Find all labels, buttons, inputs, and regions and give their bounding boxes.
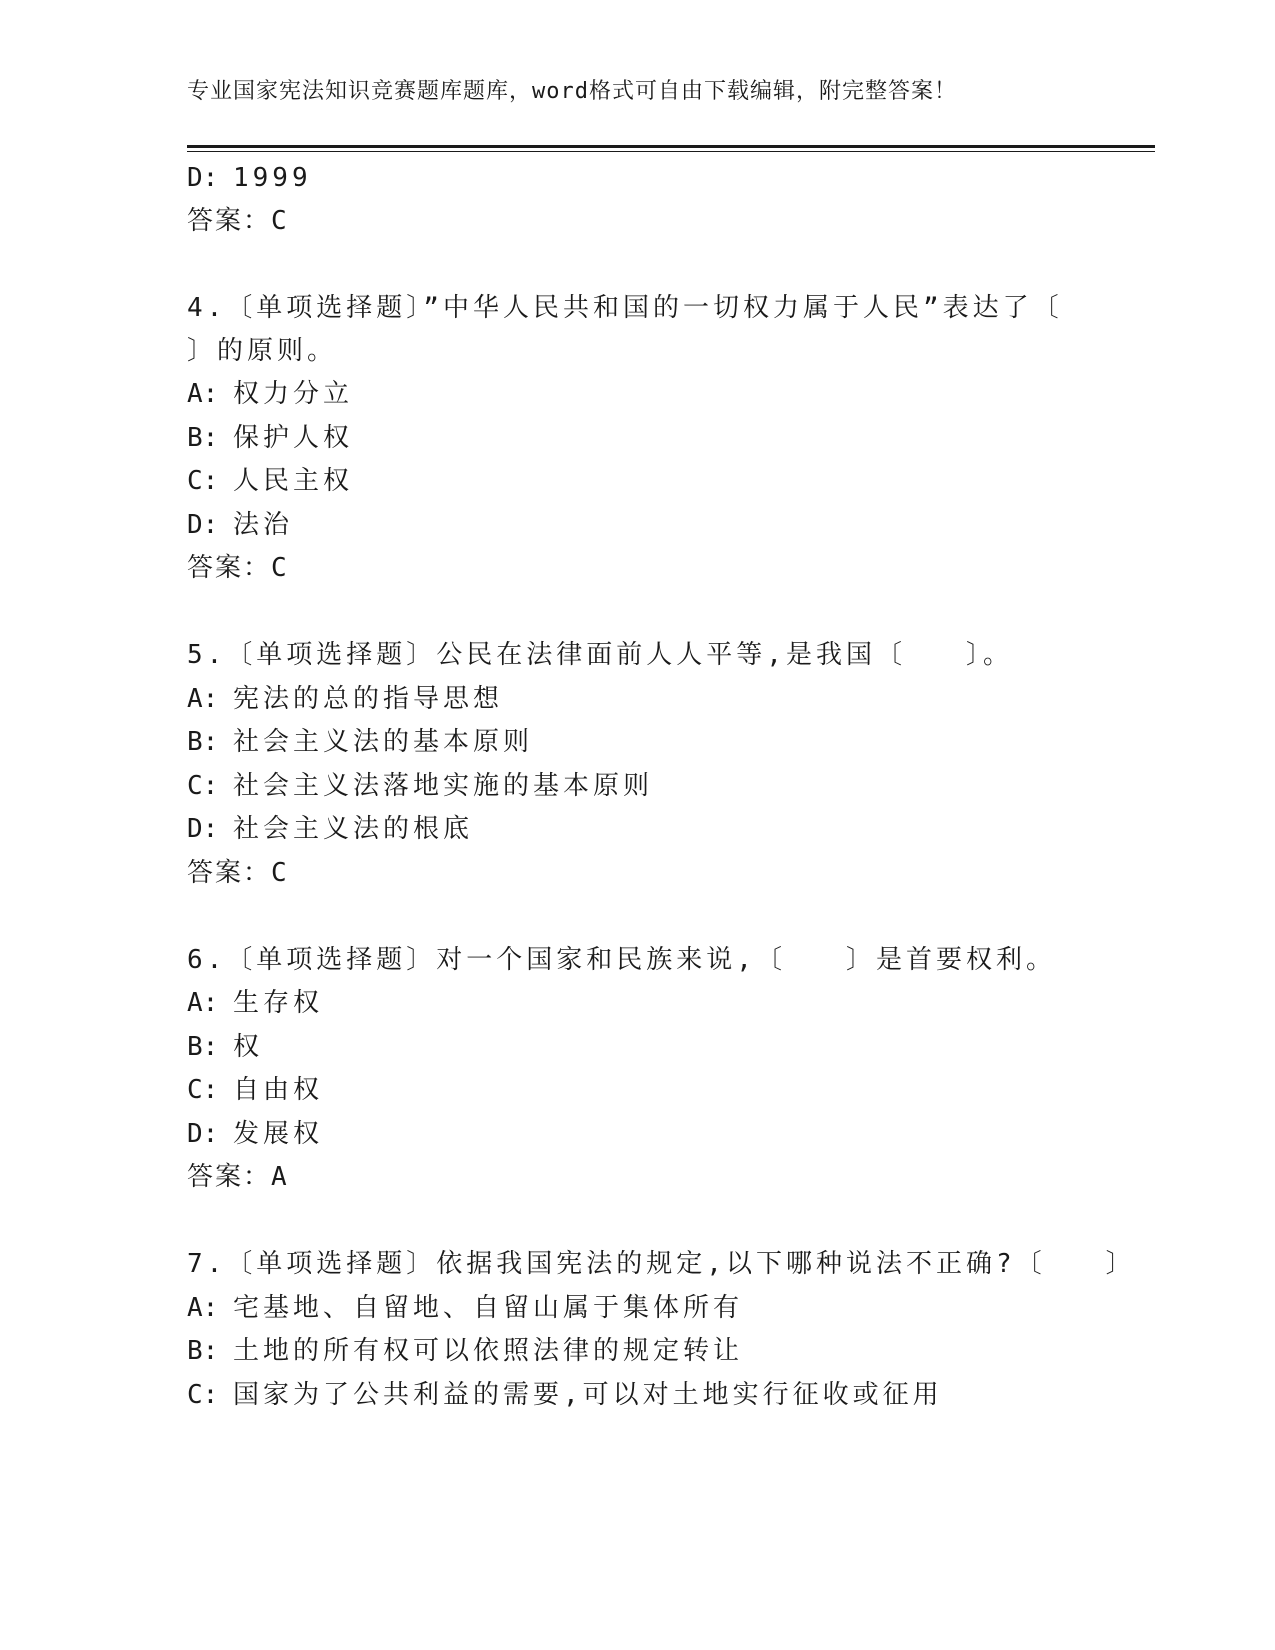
option-text: 自由权 <box>233 1075 324 1105</box>
option-text: 社会主义法的根底 <box>233 814 474 844</box>
option-text: 法治 <box>233 510 294 540</box>
option-label: C: <box>187 771 219 801</box>
question-stem: 7.〔单项选择题〕依据我国宪法的规定,以下哪种说法不正确?〔 〕 <box>187 1249 1136 1279</box>
option-b <box>187 726 533 758</box>
answer-line <box>187 205 287 237</box>
option-text: 保护人权 <box>233 423 354 453</box>
header-divider-thin <box>187 151 1155 152</box>
option-text: 生存权 <box>233 988 324 1018</box>
option-c <box>187 1379 943 1411</box>
answer-line <box>187 1161 287 1193</box>
option-a <box>187 378 353 410</box>
option-text: 宅基地、自留地、自留山属于集体所有 <box>233 1293 744 1323</box>
option-text: 国家为了公共利益的需要,可以对土地实行征收或征用 <box>233 1380 943 1410</box>
option-text: 宪法的总的指导思想 <box>233 684 504 714</box>
option-label: A: <box>187 379 219 409</box>
option-text: 社会主义法落地实施的基本原则 <box>233 771 654 801</box>
option-text: 土地的所有权可以依照法律的规定转让 <box>233 1336 744 1366</box>
question-stem-continued: 〕的原则。 <box>187 336 338 366</box>
option-label: D: <box>187 814 219 844</box>
option-label: D: <box>187 1119 219 1149</box>
header-divider-thick <box>187 145 1155 148</box>
option-label: A: <box>187 988 219 1018</box>
option-label: C: <box>187 466 219 496</box>
answer-value: C <box>271 553 287 583</box>
answer-label: 答案： <box>187 1162 272 1192</box>
option-label: C: <box>187 1075 219 1105</box>
option-b <box>187 1335 743 1367</box>
option-label: B: <box>187 423 219 453</box>
option-label: C: <box>187 1380 219 1410</box>
option-label: B: <box>187 727 219 757</box>
question-stem: 5.〔单项选择题〕公民在法律面前人人平等,是我国〔 〕。 <box>187 640 1013 670</box>
answer-value: C <box>271 858 287 888</box>
answer-value: A <box>271 1162 287 1192</box>
answer-label: 答案： <box>187 553 272 583</box>
answer-label: 答案： <box>187 206 272 236</box>
option-a <box>187 683 503 715</box>
option-c <box>187 1074 323 1106</box>
option-c <box>187 465 353 497</box>
option-label: A: <box>187 684 219 714</box>
option-text: 权力分立 <box>233 379 354 409</box>
option-d <box>187 813 473 845</box>
page-header: 专业国家宪法知识竞赛题库题库，word格式可自由下载编辑，附完整答案！ <box>187 79 957 104</box>
option-d <box>187 1118 323 1150</box>
answer-value: C <box>271 206 287 236</box>
option-label: B: <box>187 1336 219 1366</box>
option-a <box>187 1292 743 1324</box>
option-label: A: <box>187 1293 219 1323</box>
option-label: D: <box>187 163 219 193</box>
answer-line <box>187 552 287 584</box>
option-text: 人民主权 <box>233 466 354 496</box>
answer-label: 答案： <box>187 858 272 888</box>
question-stem: 6.〔单项选择题〕对一个国家和民族来说,〔 〕是首要权利。 <box>187 945 1056 975</box>
option-d <box>187 162 312 194</box>
option-text: 1999 <box>233 163 312 193</box>
option-c <box>187 770 653 802</box>
option-d <box>187 509 293 541</box>
question-stem: 4.〔单项选择题〕”中华人民共和国的一切权力属于人民”表达了〔 <box>187 293 1063 323</box>
option-text: 社会主义法的基本原则 <box>233 727 534 757</box>
option-label: B: <box>187 1032 219 1062</box>
option-label: D: <box>187 510 219 540</box>
option-a <box>187 987 323 1019</box>
answer-line <box>187 857 287 889</box>
option-text: 权 <box>233 1032 264 1062</box>
option-text: 发展权 <box>233 1119 324 1149</box>
option-b <box>187 1031 263 1063</box>
option-b <box>187 422 353 454</box>
